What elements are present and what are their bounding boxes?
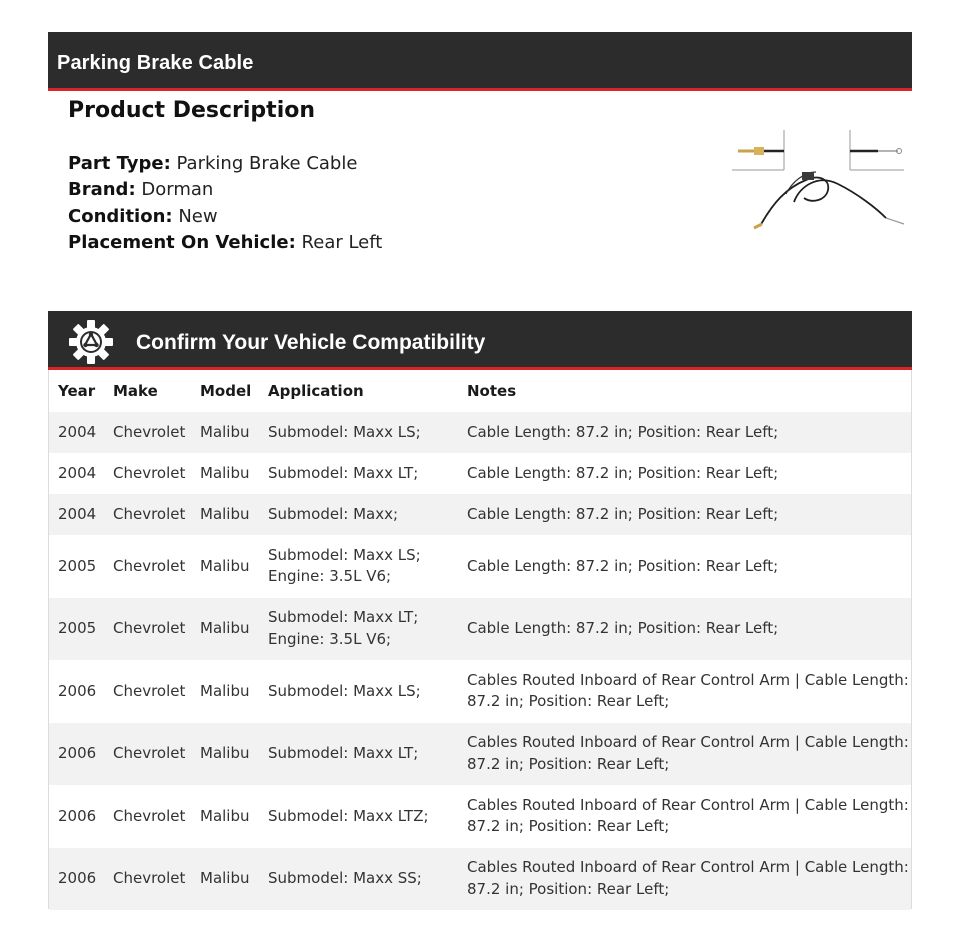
spec-value: Parking Brake Cable	[176, 153, 358, 174]
title-bar	[48, 32, 912, 91]
spec-value: Dorman	[141, 179, 214, 201]
cell-notes	[458, 494, 911, 535]
notes-line: 87.2 in; Position: Rear Left;	[467, 692, 670, 711]
cell-application	[259, 453, 458, 494]
column-header-application: Application	[268, 382, 364, 400]
application-line: Engine: 3.5L V6;	[268, 567, 392, 586]
application-line: Submodel: Maxx LS;	[268, 422, 421, 441]
spec-brand	[68, 177, 382, 203]
notes-line: Cable Length: 87.2 in; Position: Rear Left;	[467, 556, 779, 575]
cell-application	[259, 848, 458, 911]
spec-placement	[68, 230, 382, 256]
column-header-model: Model	[200, 382, 252, 400]
cell-make: Chevrolet	[104, 848, 191, 911]
cell-application	[259, 723, 458, 786]
cell-notes	[458, 723, 911, 786]
page-title: Parking Brake Cable	[57, 52, 254, 74]
compatibility-title: Confirm Your Vehicle Compatibility	[136, 331, 486, 354]
spec-label: Placement On Vehicle:	[68, 231, 296, 253]
spec-label: Brand:	[68, 179, 136, 201]
cell-year: 2005	[49, 598, 104, 661]
table-row	[49, 412, 911, 453]
cell-year: 2004	[49, 412, 104, 453]
cell-year: 2005	[58, 556, 97, 575]
product-description-heading: Product Description	[68, 98, 316, 123]
cell-make: Chevrolet	[113, 556, 186, 575]
application-line: Submodel: Maxx LS;	[268, 545, 421, 564]
table-row	[49, 723, 911, 786]
notes-line: Cables Routed Inboard of Rear Control Arm | Cable Length:	[467, 795, 909, 814]
notes-line: Cables Routed Inboard of Rear Control Arm | Cable Length:	[467, 858, 909, 877]
application-line: Submodel: Maxx SS;	[268, 869, 422, 887]
cell-make: Chevrolet	[113, 681, 186, 700]
notes-line: Cables Routed Inboard of Rear Control Arm | Cable Length:	[467, 733, 909, 752]
cell-year: 2004	[49, 494, 104, 535]
cell-notes	[458, 785, 911, 848]
cell-notes	[458, 412, 911, 453]
table-row	[49, 785, 911, 848]
notes-line: Cables Routed Inboard of Rear Control Arm | Cable Length:	[467, 670, 909, 689]
brake-cable-product-image	[728, 128, 908, 232]
cell-make: Chevrolet	[113, 463, 186, 482]
compatibility-table	[49, 370, 911, 910]
spec-label: Condition:	[68, 205, 173, 227]
cell-year: 2004	[58, 463, 97, 482]
table-row	[49, 598, 911, 661]
cell-notes	[458, 453, 911, 494]
table-row	[49, 494, 911, 535]
application-line: Submodel: Maxx LT;	[268, 463, 419, 482]
spec-condition	[68, 204, 382, 230]
notes-line: 87.2 in; Position: Rear Left;	[467, 754, 670, 773]
column-header-year: Year	[58, 382, 96, 400]
gear-icon	[68, 319, 114, 365]
application-line: Submodel: Maxx;	[268, 504, 399, 523]
notes-line: 87.2 in; Position: Rear Left;	[467, 817, 670, 836]
cell-notes	[458, 535, 911, 598]
notes-line: Cable Length: 87.2 in; Position: Rear Left;	[467, 619, 779, 637]
table-row	[49, 453, 911, 494]
cell-model: Malibu	[200, 463, 250, 482]
cell-make: Chevrolet	[104, 412, 191, 453]
notes-line: 87.2 in; Position: Rear Left;	[467, 879, 670, 898]
cell-model: Malibu	[200, 556, 250, 575]
table-row	[49, 848, 911, 911]
cell-notes	[458, 848, 911, 911]
cell-application	[259, 598, 458, 661]
table-row	[49, 660, 911, 723]
cell-model: Malibu	[191, 494, 259, 535]
table-header-row	[49, 370, 911, 412]
cell-application	[259, 660, 458, 723]
spec-value: New	[178, 205, 218, 227]
column-header-notes: Notes	[467, 382, 517, 400]
cell-application	[259, 785, 458, 848]
cell-application	[259, 535, 458, 598]
cell-application	[259, 412, 458, 453]
spec-list	[68, 151, 382, 256]
cell-make: Chevrolet	[104, 598, 191, 661]
spec-label: Part Type:	[68, 153, 171, 174]
application-line: Submodel: Maxx LT;	[268, 608, 419, 627]
application-line: Submodel: Maxx LTZ;	[268, 806, 429, 825]
notes-line: Cable Length: 87.2 in; Position: Rear Left;	[467, 504, 779, 523]
cell-year: 2006	[58, 681, 97, 700]
cell-model: Malibu	[191, 412, 259, 453]
compatibility-bar	[48, 311, 912, 370]
cell-year: 2006	[58, 806, 97, 825]
compatibility-table-container	[48, 370, 912, 909]
cell-application	[259, 494, 458, 535]
notes-line: Cable Length: 87.2 in; Position: Rear Left;	[467, 422, 779, 441]
cell-model: Malibu	[191, 598, 259, 661]
application-line: Submodel: Maxx LT;	[268, 744, 419, 762]
table-row	[49, 535, 911, 598]
spec-value: Rear Left	[301, 231, 383, 253]
spec-part-type	[68, 151, 382, 177]
cell-make: Chevrolet	[113, 806, 186, 825]
cell-model: Malibu	[200, 806, 250, 825]
application-line: Submodel: Maxx LS;	[268, 681, 421, 700]
cell-make: Chevrolet	[104, 723, 191, 786]
cell-year: 2006	[49, 723, 104, 786]
column-header-make: Make	[113, 382, 158, 400]
cell-year: 2006	[49, 848, 104, 911]
cell-model: Malibu	[191, 848, 259, 911]
cell-make: Chevrolet	[104, 494, 191, 535]
application-line: Engine: 3.5L V6;	[268, 629, 392, 648]
cell-notes	[458, 598, 911, 661]
notes-line: Cable Length: 87.2 in; Position: Rear Left;	[467, 463, 779, 482]
cell-notes	[458, 660, 911, 723]
cell-model: Malibu	[200, 681, 250, 700]
cell-model: Malibu	[191, 723, 259, 786]
